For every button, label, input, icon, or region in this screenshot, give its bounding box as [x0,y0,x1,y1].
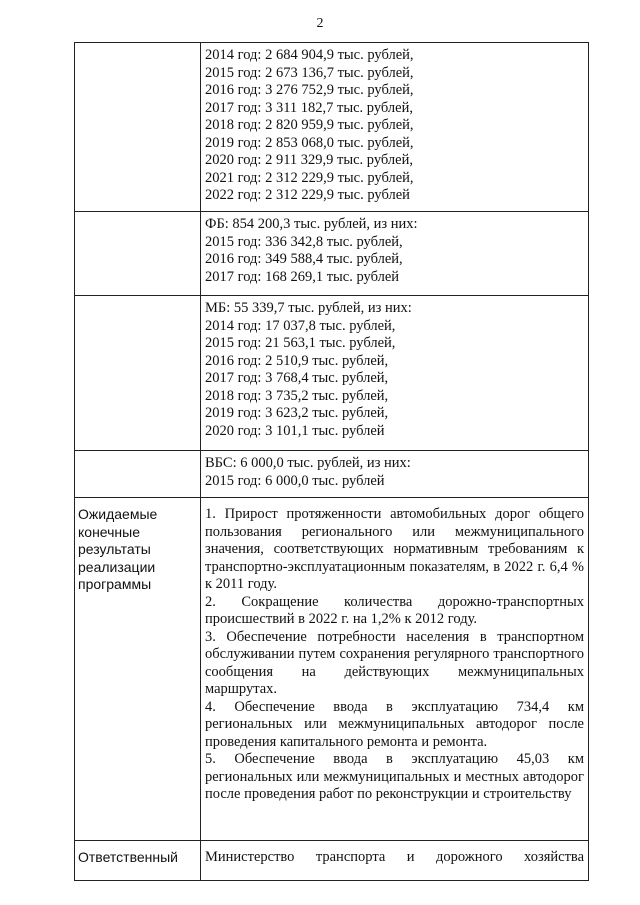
expected-results-label-cell [75,498,201,841]
financing-year-line: 2016 год: 3 276 752,9 тыс. рублей, [205,82,414,98]
page-number: 2 [316,16,324,31]
municipal-budget-line: 2015 год: 21 563,1 тыс. рублей, [205,335,396,351]
empty-label-cell [75,43,201,212]
expected-result-item: 1. Прирост протяженности автомобильных дорог общего пользования регионального или межмуниципального значения, соответствующих нормативным требованиям к транспортно-эксплуатационным показателям, в 2022 г. 6,4 % к 2011 году. [205,506,584,592]
financing-total-cell [201,43,589,212]
responsible-value-cell [201,841,589,881]
table-row [75,451,589,498]
financing-year-line: 2019 год: 2 853 068,0 тыс. рублей, [205,134,414,151]
municipal-budget-line: МБ: 55 339,7 тыс. рублей, из них: [205,300,412,316]
table-row [75,841,589,881]
extrabudgetary-line: 2015 год: 6 000,0 тыс. рублей [205,472,385,489]
empty-label-cell [75,451,201,498]
financing-year-line: 2015 год: 2 673 136,7 тыс. рублей, [205,64,414,81]
federal-budget-cell [201,212,589,296]
municipal-budget-line: 2014 год: 17 037,8 тыс. рублей, [205,317,396,334]
responsible-label: Ответственный [78,849,178,865]
municipal-budget-line: 2018 год: 3 735,2 тыс. рублей, [205,387,389,404]
expected-results-label-line: Ожидаемые [78,506,158,522]
municipal-budget-line: 2016 год: 2 510,9 тыс. рублей, [205,352,389,369]
financing-year-line: 2022 год: 2 312 229,9 тыс. рублей [205,187,410,203]
expected-result-item: 3. Обеспечение потребности населения в транспортном обслуживании путем сохранения регулярного транспортного сообщения на действующих межмуниципальных маршрутах. [205,628,584,697]
financing-year-line: 2014 год: 2 684 904,9 тыс. рублей, [205,47,414,63]
municipal-budget-line: 2020 год: 3 101,1 тыс. рублей [205,422,385,439]
federal-budget-line: 2017 год: 168 269,1 тыс. рублей [205,268,400,285]
financing-year-line: 2018 год: 2 820 959,9 тыс. рублей, [205,117,414,133]
federal-budget-line: 2015 год: 336 342,8 тыс. рублей, [205,233,403,250]
financing-year-line: 2021 год: 2 312 229,9 тыс. рублей, [205,169,414,186]
municipal-budget-cell [201,296,589,451]
table-row [75,296,589,451]
expected-results-label-line: программы [78,576,152,592]
expected-results-label-line: реализации [78,558,156,575]
responsible-label-cell [75,841,201,881]
extrabudgetary-line: ВБС: 6 000,0 тыс. рублей, из них: [205,455,411,471]
expected-result-item: 4. Обеспечение ввода в эксплуатацию 734,4 км региональных или межмуниципальных автодорог после проведения капитального ремонта и ремонта. [205,698,584,750]
municipal-budget-line: 2019 год: 3 623,2 тыс. рублей, [205,405,389,421]
federal-budget-line: 2016 год: 349 588,4 тыс. рублей, [205,251,403,267]
expected-result-item: 5. Обеспечение ввода в эксплуатацию 45,03 км региональных или межмуниципальных и местных автодорог после проведения работ по реконструкции и строительству [205,751,584,802]
expected-result-item: 2. Сокращение количества дорожно-транспортных происшествий в 2022 г. на 1,2% к 2012 году. [205,593,584,627]
municipal-budget-line: 2017 год: 3 768,4 тыс. рублей, [205,370,389,386]
table-row [75,498,589,841]
expected-results-cell [201,498,589,841]
extrabudgetary-cell [201,451,589,498]
empty-label-cell [75,296,201,451]
program-passport-table [74,42,589,881]
table-row [75,212,589,296]
empty-label-cell [75,212,201,296]
expected-results-label-line: конечные [78,523,140,540]
table-row [75,43,589,212]
financing-year-line: 2017 год: 3 311 182,7 тыс. рублей, [205,99,413,116]
responsible-value: Министерство транспорта и дорожного хозяйства [205,849,584,865]
expected-results-label-line: результаты [78,541,151,557]
federal-budget-line: ФБ: 854 200,3 тыс. рублей, из них: [205,216,418,232]
financing-year-line: 2020 год: 2 911 329,9 тыс. рублей, [205,152,413,168]
